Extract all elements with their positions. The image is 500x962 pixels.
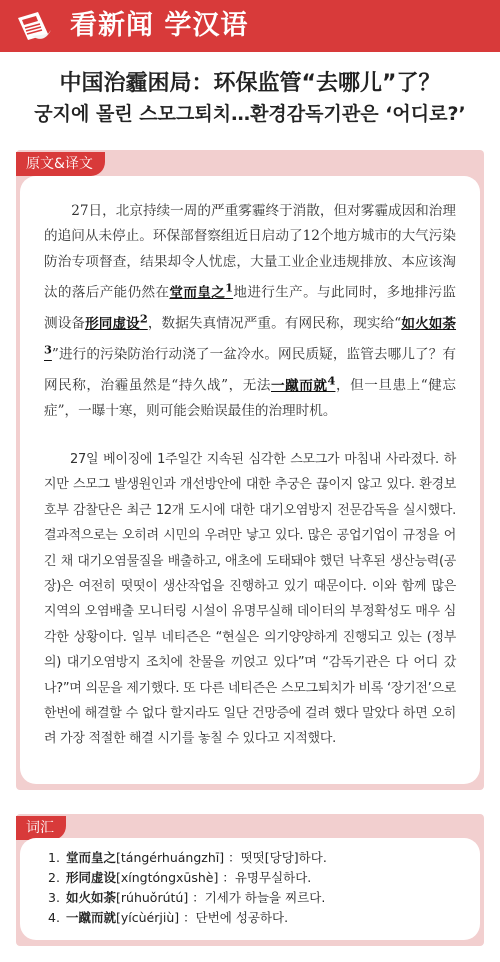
- vocab-item: 3. 如火如荼[rúhuǒrútú] ：기세가 하늘을 찌르다.: [48, 890, 326, 905]
- newspaper-icon: [14, 6, 54, 46]
- chinese-paragraph: 27日，北京持续一周的严重雾霾终于消散，但对雾霾成因和治理的追问从未停止。环保部督察组近日启动了12个地方城市的大气污染防治专项督查，结果却令人忧虑，大量工业企业违规排放、本应该淘汰的落后产能仍然在堂而皇之$^1$地进行生产。与此同时，多地排污监测设备形同虚设$^2$，数据失真情况严重。有网民称，现实给“如火如荼$^3$”进行的污染防治行动浇了一盆冷水。网民质疑，监管去哪儿了？有网民称，治霾虽然是“持久战”，无法一蹴而就$^4$，但一旦患上“健忘症”，一曝十寒，则可能会贻误最佳的治理时机。: [44, 203, 457, 419]
- vocab-item: 1. 堂而皇之[tángérhuángzhī] ：떳떳[당당]하다.: [48, 850, 327, 865]
- headline-chinese: 中国治霾困局：环保监管“去哪儿”了？: [59, 71, 441, 96]
- vocab-item: 2. 形同虚设[xíngtóngxūshè] ：유명무실하다.: [48, 870, 312, 885]
- article-tag: 原文&译文: [16, 152, 105, 176]
- korean-paragraph: 27일 베이징에 1주일간 지속된 심각한 스모그가 마침내 사라졌다. 하지만 스모그 발생원인과 개선방안에 대한 추궁은 끊이지 않고 있다. 환경보호부 감찰단은 최근 12개 도시에 대한 대기오염방지 전문감독을 실시했다. 결과적으로는 오히려 시민의 우려만 낳고 있다. 많은 공업기업이 규정을 어긴 채 대기오염물질을 배출하고, 애초에 도태돼야 했던 낙후된 생산능력(공장)은 여전히 떳떳이 생산작업을 진행하고 있기 때문이다. 이와 함께 많은 지역의 오염배출 모니터링 시설이 유명무실해 데이터의 부정확성도 매우 심각한 상황이다. 일부 네티즌은 “현실은 의기양양하게 진행되고 있는 (정부의) 대기오염방지 조치에 찬물을 끼얹고 있다”며 “감독기관은 다 어디 갔나?”며 의문을 제기했다. 또 다른 네티즌은 스모그퇴치가 비록 ‘장기전’으로 한번에 해결할 수 없다 할지라도 일단 건망증에 걸려 했다 말았다 하면 오히려 가장 적절한 해결 시기를 놓칠 수 있다고 지적했다.: [44, 452, 456, 747]
- headline-korean: 궁지에 몰린 스모그퇴치…환경감독기관은 ‘어디로?’: [34, 103, 466, 125]
- keyword-ruhuorutu: 如火如荼$^3$: [44, 315, 457, 357]
- vocab-list: [48, 848, 468, 928]
- keyword-xingtongxushe: 形同虚设$^2$: [85, 311, 148, 332]
- header-bar: [0, 0, 500, 52]
- header-title: 看新闻 学汉语: [70, 10, 249, 41]
- vocab-item: 4. 一蹴而就[yícùérjiù] ：단번에 성공하다.: [48, 910, 289, 925]
- keyword-tangerhuangzhi: 堂而皇之$^1$: [169, 280, 234, 301]
- keyword-yicuerjiu: 一蹴而就$^4$: [271, 373, 336, 394]
- vocab-tag: 词汇: [16, 816, 66, 840]
